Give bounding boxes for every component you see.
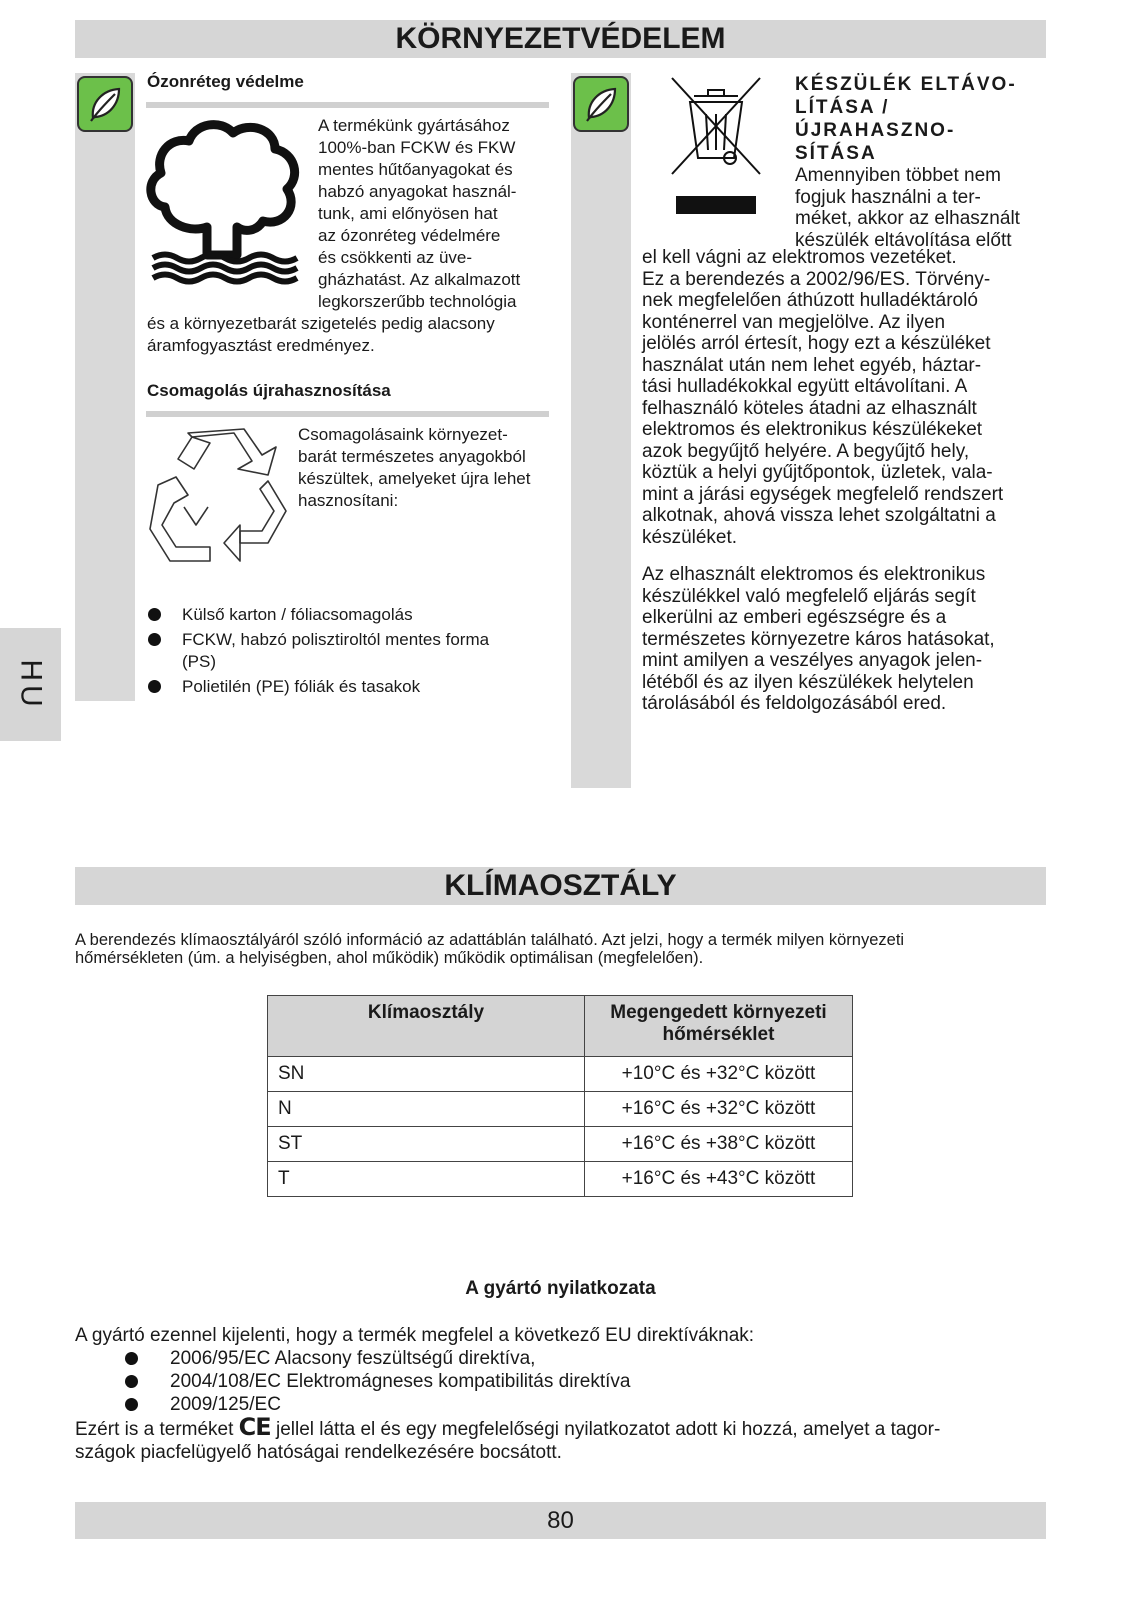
declaration-intro: A gyártó ezennel kijelenti, hogy a termék megfelel a következő EU direktíváknak: — [75, 1325, 755, 1346]
language-tab — [0, 628, 61, 741]
climate-intro: A berendezés klímaosztályáról szóló információ az adattáblán található. Azt jelzi, hogy a termék milyen környezeti hőmérsékleten (úm. a helyiségben, ahol működik) működik optimálisan (megfelelően). — [75, 931, 905, 967]
table-cell-range: +10°C és +32°C között — [585, 1057, 853, 1092]
left-column-strip — [75, 73, 135, 701]
table-row — [268, 1162, 853, 1197]
ozone-text-tail: és a környezetbarát szigetelés pedig alacsony áramfogyasztást eredményez. — [147, 314, 495, 355]
table-header-row — [268, 996, 853, 1057]
page-number: 80 — [75, 1502, 1046, 1539]
tree-icon — [145, 115, 305, 290]
table-header-temperature: Megengedett környezeti hőmérséklet — [585, 996, 853, 1057]
language-tab-label: HU — [14, 658, 48, 711]
bullet-dot — [148, 680, 161, 693]
table-header-class: Klímaosztály — [268, 996, 585, 1057]
disposal-intro: Amennyiben többet nem fogjuk használni a ter- méket, akkor az elhasznált készülék eltávolítása előtt — [795, 165, 1020, 251]
list-item: 2009/125/EC — [75, 1393, 1050, 1416]
leaf-icon — [573, 76, 629, 132]
crossed-bin-icon — [668, 74, 764, 227]
table-cell-class: N — [268, 1092, 585, 1127]
ozone-rule — [146, 102, 549, 108]
disposal-paragraph-2: Az elhasznált elektromos és elektronikus készülékkel való megfelelő eljárás segít elkerülni az emberi egészségre és a természetes környezetre káros hatásokat, mint amilyen a veszélyes anyagok jelen- létéből és az ilyen készülékek helytelen tárolásából és feldolgozásából ered. — [642, 564, 995, 714]
table-cell-class: ST — [268, 1127, 585, 1162]
section-title-environment: KÖRNYEZETVÉDELEM — [75, 20, 1046, 58]
disposal-heading: KÉSZÜLÉK ELTÁVO- LÍTÁSA /ÚJRAHASZNO- SÍTÁSA — [795, 74, 1017, 164]
table-cell-range: +16°C és +32°C között — [585, 1092, 853, 1127]
climate-table — [267, 995, 853, 1197]
declaration-closing-line2: szágok piacfelügyelő hatóságai rendelkezésére bocsátott. — [75, 1442, 562, 1463]
right-column-strip — [571, 73, 631, 788]
packaging-rule — [146, 411, 549, 417]
bullet-dot — [125, 1375, 138, 1388]
bullet-dot — [125, 1398, 138, 1411]
table-row — [268, 1092, 853, 1127]
table-cell-range: +16°C és +43°C között — [585, 1162, 853, 1197]
packaging-text: Csomagolásaink környezet- barát természetes anyagokból készültek, amelyeket újra lehet hasznosítani: — [298, 425, 531, 510]
bullet-dot — [148, 633, 161, 646]
table-row — [268, 1057, 853, 1092]
declaration-body — [75, 1324, 1050, 1464]
list-item: FCKW, habzó polisztiroltól mentes forma (PS) — [148, 629, 548, 673]
list-item: 2006/95/EC Alacsony feszültségű direktíva, — [75, 1347, 1050, 1370]
table-cell-class: T — [268, 1162, 585, 1197]
declaration-title: A gyártó nyilatkozata — [465, 1278, 656, 1299]
declaration-closing: Ezért is a terméket CE jellel látta el és egy megfelelőségi nyilatkozatot adott ki hozzá, amelyet a tagor- — [75, 1413, 941, 1441]
section-title-climate: KLÍMAOSZTÁLY — [75, 867, 1046, 905]
table-row — [268, 1127, 853, 1162]
leaf-icon — [77, 76, 133, 132]
bullet-dot — [148, 608, 161, 621]
ozone-text: A termékünk gyártásához 100%-ban FCKW és FKW mentes hűtőanyagokat és habzó anyagokat használ- tunk, ami előnyösen hat az ózonréteg védelmére és csökkenti az üve- gházhatást. Az alkalmazott legkorszerűbb technológia — [318, 116, 521, 311]
disposal-paragraph-1: el kell vágni az elektromos vezetéket. Ez a berendezés a 2002/96/ES. Törvény- nek megfelelően áthúzott hulladéktároló konténerrel van megjelölve. Az ilyen jelölés arról értesít, hogy ezt a készüléket használat után nem lehet egyéb, háztar- tási hulladékokkal együtt eltávolítani. A felhasználó köteles átadni az elhasznált elektromos és elektronikus készülékeket azok begyűjtő helyére. A begyűjtő hely, köztük a helyi gyűjtőpontok, üzletek, vala- mint a járási egységek megfelelő rendszert alkotnak, ahová vissza lehet szolgáltatni a készüléket. — [642, 247, 1004, 548]
packaging-heading: Csomagolás újrahasznosítása — [147, 381, 391, 400]
bullet-dot — [125, 1352, 138, 1365]
list-item: 2004/108/EC Elektromágneses kompatibilitás direktíva — [75, 1370, 1050, 1393]
table-cell-range: +16°C és +38°C között — [585, 1127, 853, 1162]
table-cell-class: SN — [268, 1057, 585, 1092]
packaging-bullets — [148, 604, 548, 698]
list-item: Polietilén (PE) fóliák és tasakok — [148, 676, 548, 698]
recycle-icon — [148, 425, 288, 570]
ozone-heading: Ózonréteg védelme — [147, 72, 304, 91]
ce-mark-icon: CE — [238, 1413, 271, 1441]
list-item: Külső karton / fóliacsomagolás — [148, 604, 548, 626]
